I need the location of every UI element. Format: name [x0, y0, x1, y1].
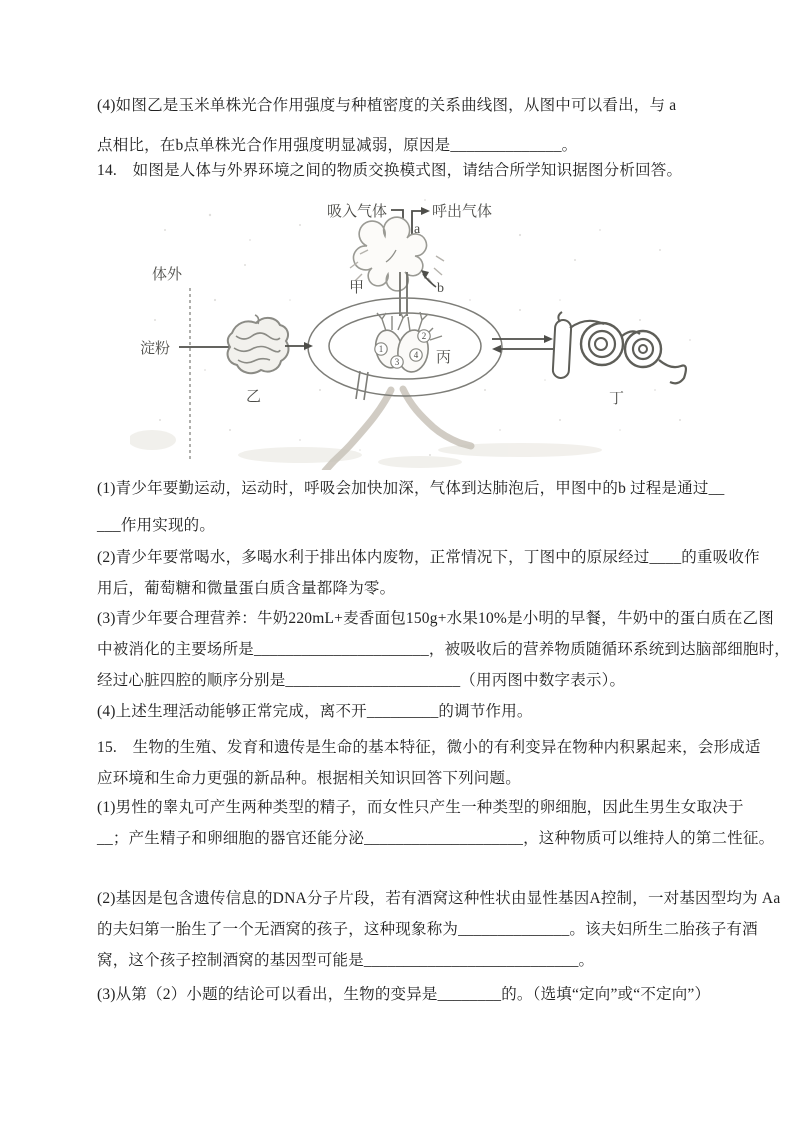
q15-sub1-line2: __；产生精子和卵细胞的器官还能分泌____________________，这种物质可以维持人的第二性征。: [97, 830, 775, 847]
q14-sub3-line2: 中被消化的主要场所是______________________，被吸收后的营养物质随循环系统到达脑部细胞时，: [97, 641, 791, 658]
lungs-illustration: [350, 217, 444, 291]
intestine-illustration: [228, 315, 289, 373]
q14-sub2-line2: 用后，葡萄糖和微量蛋白质含量都降为零。: [97, 580, 396, 597]
chamber-3-label: 3: [394, 357, 400, 367]
outside-body-label: 体外: [152, 267, 183, 283]
q14-sub1-line2: ___作用实现的。: [97, 517, 216, 534]
organ-jia-label: 甲: [349, 280, 365, 296]
q13-part4-line2: 点相比，在b点单株光合作用强度明显减弱，原因是______________。: [97, 137, 578, 154]
scan-smudges: [130, 430, 602, 468]
from-kidney-arrowhead-icon: [492, 345, 501, 353]
process-a-label: a: [414, 222, 421, 237]
q14-sub2-line1: (2)青少年要常喝水，多喝水利于排出体内废物，正常情况下，丁图中的原尿经过____的重吸收作: [97, 549, 760, 566]
tissue-capillary-marks: [356, 371, 368, 400]
q14-stem: 14. 如图是人体与外界环境之间的物质交换模式图，请结合所学知识据图分析回答。: [97, 162, 683, 179]
q15-sub2-line2: 的夫妇第一胎生了一个无酒窝的孩子，这种现象称为______________。该夫妇所生二胎孩子有酒: [97, 921, 758, 938]
process-b-label: b: [437, 281, 444, 296]
q15-sub2-line1: (2)基因是包含遗传信息的DNA分子片段，若有酒窝这种性状由显性基因A控制，一对基因型均为 Aa: [97, 890, 781, 907]
q15-sub3-line: (3)从第（2）小题的结论可以看出，生物的变异是________的。（选填“定向”或“不定向”）: [97, 986, 711, 1003]
chamber-2-label: 2: [421, 331, 427, 341]
q14-diagram: [130, 193, 702, 470]
organ-ding-label: 丁: [609, 391, 625, 407]
inhale-gas-label: 吸入气体: [327, 204, 388, 220]
q13-part4-line1: (4)如图乙是玉米单株光合作用强度与种植密度的关系曲线图，从图中可以看出，与 a: [97, 97, 677, 114]
q15-stem-line2: 应环境和生命力更强的新品种。根据相关知识回答下列问题。: [97, 770, 521, 787]
q15-sub1-line1: (1)男性的睾丸可产生两种类型的精子，而女性只产生一种类型的卵细胞，因此生男生女取决于: [97, 799, 744, 816]
organ-yi-label: 乙: [246, 389, 262, 405]
process-b-arrowhead-icon: [421, 270, 429, 279]
to-kidney-arrowhead-icon: [544, 335, 553, 343]
q14-sub3-line3: 经过心脏四腔的顺序分别是______________________（用丙图中数字表示）。: [97, 672, 626, 689]
exhale-gas-label: 呼出气体: [432, 204, 493, 220]
exhale-arrowhead-icon: [421, 207, 430, 215]
chamber-4-label: 4: [413, 350, 419, 360]
q15-stem-line1: 15. 生物的生殖、发育和遗传是生命的基本特征，微小的有利变异在物种内积累起来，会形成适: [97, 739, 761, 756]
q14-sub3-line1: (3)青少年要合理营养：牛奶220mL+麦香面包150g+水果10%是小明的早餐，牛奶中的蛋白质在乙图: [97, 610, 774, 627]
organ-bing-label: 丙: [436, 350, 452, 366]
q14-sub1-line1: (1)青少年要勤运动，运动时，呼吸会加快加深，气体到达肺泡后，甲图中的b 过程是通过__: [97, 480, 725, 497]
kidney-illustration: [552, 312, 685, 383]
q15-sub2-line3: 窝，这个孩子控制酒窝的基因型可能是___________________________。: [97, 952, 595, 969]
q14-sub4-line: (4)上述生理活动能够正常完成，离不开_________的调节作用。: [97, 703, 533, 720]
starch-label: 淀粉: [140, 341, 171, 357]
chamber-1-label: 1: [378, 344, 384, 354]
